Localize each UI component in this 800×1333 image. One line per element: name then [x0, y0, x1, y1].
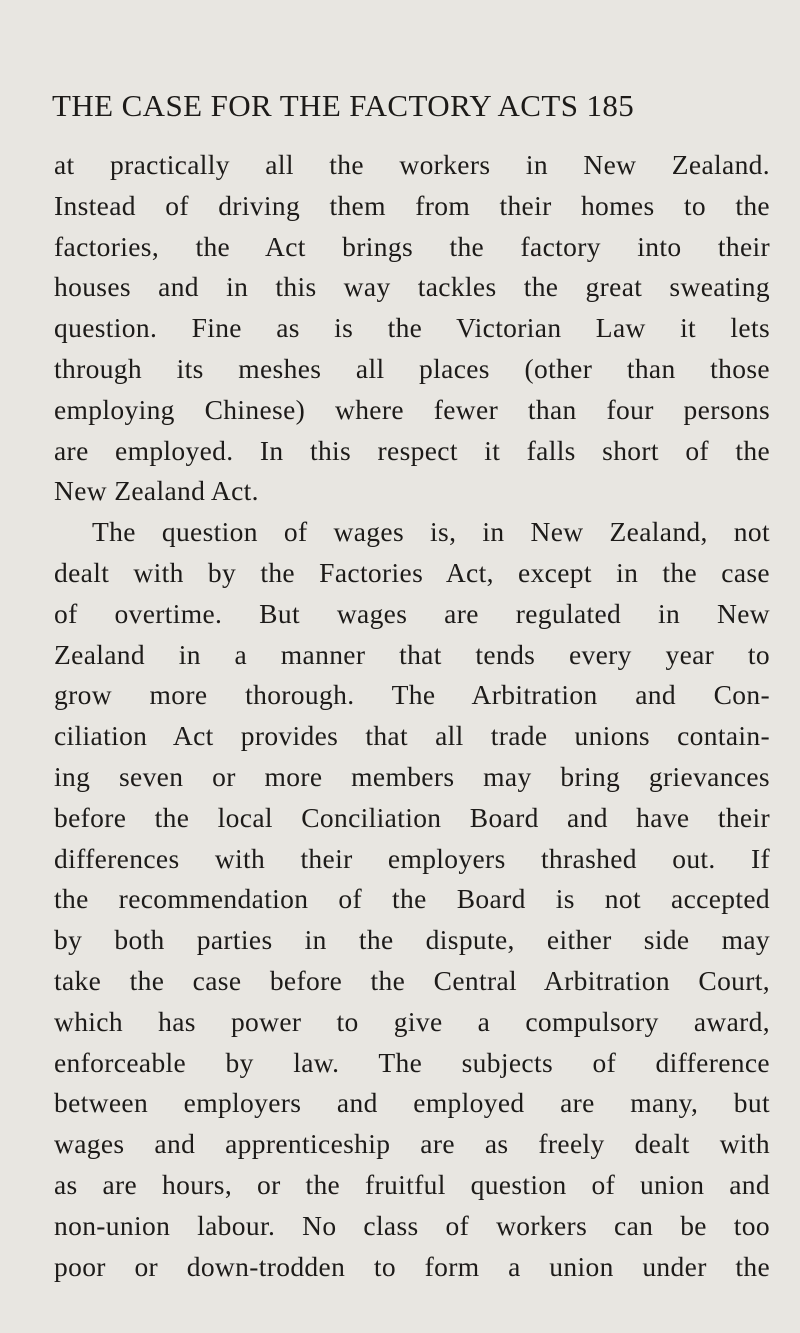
- text-line-18: differences with their employers thrashed out. If: [54, 842, 770, 874]
- text-line-21: take the case before the Central Arbitration Court,: [54, 964, 770, 996]
- text-line-22: which has power to give a compulsory award,: [54, 1005, 770, 1037]
- body-text: [54, 145, 770, 1287]
- text-line-25: wages and apprenticeship are as freely dealt with: [54, 1128, 770, 1160]
- text-line-15: ciliation Act provides that all trade unions contain-: [54, 720, 770, 752]
- running-head: THE CASE FOR THE FACTORY ACTS 185: [52, 88, 635, 123]
- text-line-11: dealt with by the Factories Act, except in the case: [54, 556, 770, 588]
- text-line-17: before the local Conciliation Board and have their: [54, 801, 770, 833]
- text-line-9: New Zealand Act.: [54, 475, 259, 507]
- text-line-19: the recommendation of the Board is not accepted: [54, 883, 770, 915]
- text-line-7: employing Chinese) where fewer than four persons: [54, 393, 770, 425]
- text-line-14: grow more thorough. The Arbitration and Con-: [54, 679, 770, 711]
- text-line-13: Zealand in a manner that tends every year to: [54, 638, 770, 670]
- text-line-6: through its meshes all places (other than those: [54, 352, 770, 384]
- text-line-28: poor or down-trodden to form a union under the: [54, 1250, 770, 1282]
- text-line-8: are employed. In this respect it falls short of the: [54, 434, 770, 466]
- text-line-2: Instead of driving them from their homes to the: [54, 189, 770, 221]
- text-line-3: factories, the Act brings the factory into their: [54, 230, 770, 262]
- text-line-1: at practically all the workers in New Zealand.: [54, 149, 770, 180]
- text-line-16: ing seven or more members may bring grievances: [54, 760, 770, 792]
- text-line-20: by both parties in the dispute, either side may: [54, 924, 770, 956]
- text-line-4: houses and in this way tackles the great sweating: [54, 271, 770, 303]
- text-line-24: between employers and employed are many, but: [54, 1087, 770, 1119]
- text-line-12: of overtime. But wages are regulated in New: [54, 597, 770, 629]
- text-line-23: enforceable by law. The subjects of difference: [54, 1046, 770, 1078]
- text-line-5: question. Fine as is the Victorian Law it lets: [54, 312, 770, 344]
- text-line-27: non-union labour. No class of workers can be too: [54, 1209, 770, 1241]
- text-line-26: as are hours, or the fruitful question of union and: [54, 1168, 770, 1200]
- text-line-10: The question of wages is, in New Zealand, not: [92, 516, 770, 548]
